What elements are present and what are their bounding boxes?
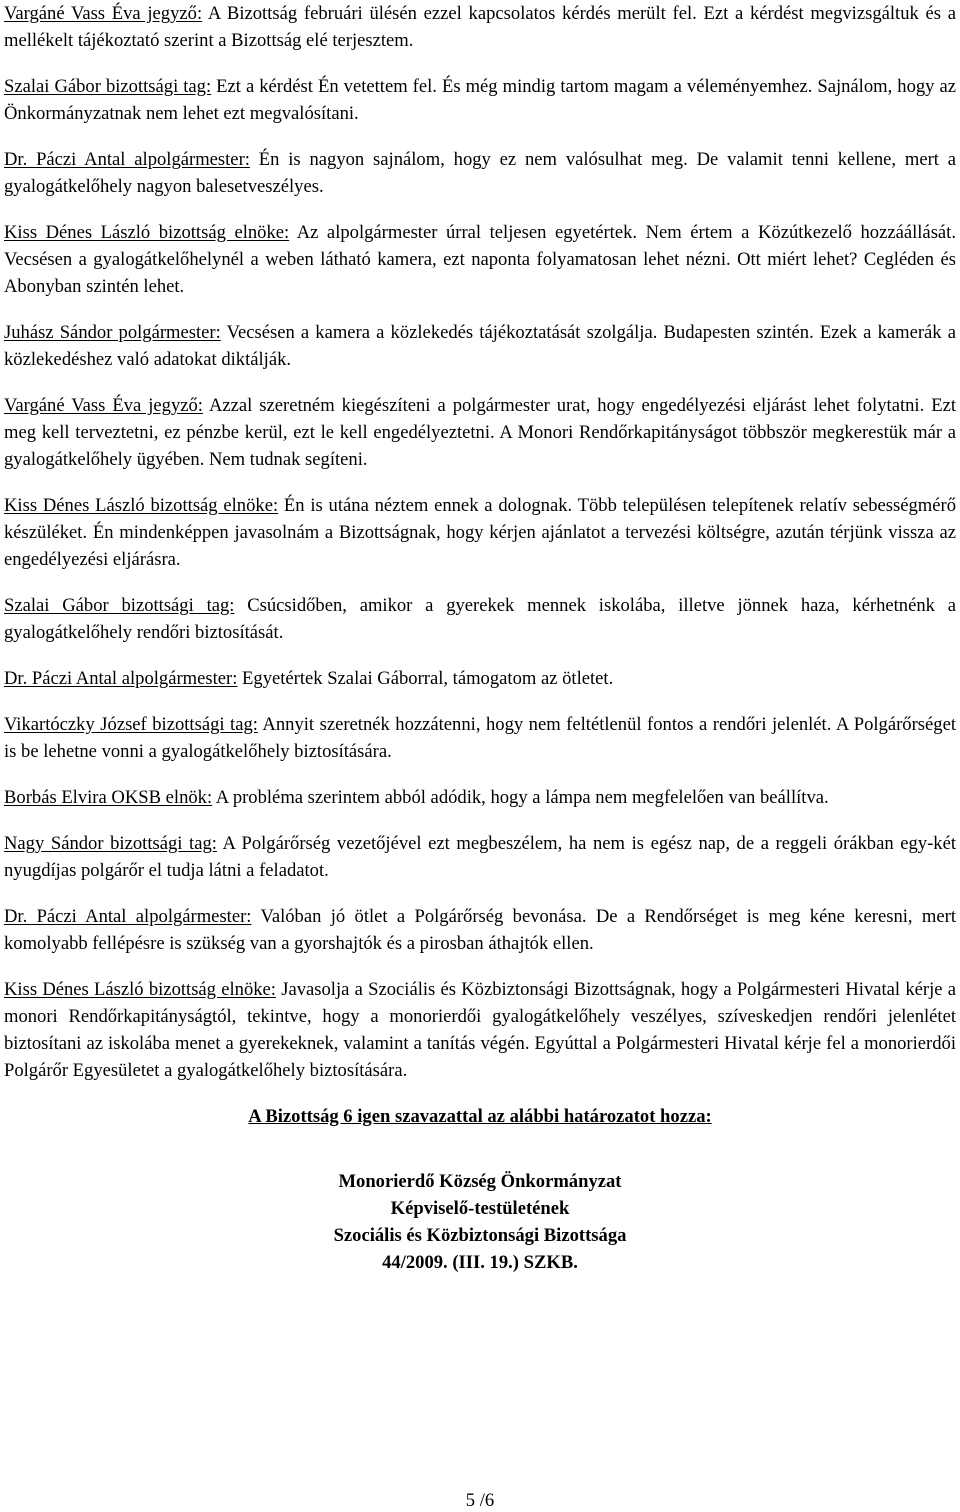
minutes-paragraph (4, 976, 956, 1084)
paragraph-text: Én is utána néztem ennek a dolognak. Több településen telepítenek relatív sebességmérő készüléket. Én mindenképpen javasolnám a Bizottságnak, hogy kérjen ajánlatot a tervezési költségre, azután térjünk vissza az engedélyezési eljárásra. (4, 495, 957, 570)
speaker-name: Dr. Páczi Antal alpolgármester: (4, 906, 252, 927)
minutes-paragraph (4, 592, 956, 646)
minutes-paragraph (4, 146, 956, 200)
paragraph-text: Egyetértek Szalai Gáborral, támogatom az ötletet. (237, 668, 614, 689)
speaker-name: Borbás Elvira OKSB elnök: (4, 787, 213, 808)
speaker-name: Dr. Páczi Antal alpolgármester: (4, 149, 250, 170)
paragraph-text: Én is nagyon sajnálom, hogy ez nem valósulhat meg. De valamit tenni kellene, mert a gyalogátkelőhely nagyon balesetveszélyes. (4, 149, 957, 197)
speaker-name: Szalai Gábor bizottsági tag: (4, 76, 212, 97)
paragraph-text: Annyit szeretnék hozzátenni, hogy nem feltétlenül fontos a rendőri jelenlét. A Polgárőrséget is be lehetne vonni a gyalogátkelőhely biztosítására. (4, 714, 956, 762)
speaker-name: Juhász Sándor polgármester: (4, 322, 221, 343)
paragraph-text: Csúcsidőben, amikor a gyerekek mennek iskolába, illetve jönnek haza, kérhetnénk a gyalogátkelőhely rendőri biztosítását. (4, 595, 956, 643)
speaker-name: Kiss Dénes László bizottság elnöke: (4, 495, 279, 516)
resolution-line: Monorierdő Község Önkormányzat (338, 1171, 622, 1192)
decision-heading: A Bizottság 6 igen szavazattal az alábbi határozatot hozza: (248, 1106, 712, 1127)
paragraph-text: Vecsésen a kamera a közlekedés tájékoztatását szolgálja. Budapesten szintén. Ezek a kamerák a közlekedéshez való adatokat diktálják. (4, 322, 956, 370)
minutes-body (4, 0, 956, 1084)
paragraph-text: Azzal szeretném kiegészíteni a polgármester urat, hogy engedélyezési eljárást lehet folytatni. Ezt meg kell terveztetni, ez pénzbe kerül, ezt le kell engedélyeztetni. A Monori Rendőrkapitányságot többször megkerestük már a gyalogátkelőhely ügyében. Nem tudnak segíteni. (4, 395, 956, 470)
resolution-line: 44/2009. (III. 19.) SZKB. (382, 1252, 578, 1273)
minutes-paragraph (4, 711, 956, 765)
page-number: 5 /6 (465, 1490, 495, 1511)
speaker-name: Vargáné Vass Éva jegyző: (4, 395, 203, 416)
minutes-paragraph (4, 219, 956, 300)
minutes-paragraph (4, 903, 956, 957)
speaker-name: Kiss Dénes László bizottság elnöke: (4, 222, 290, 243)
paragraph-text: Valóban jó ötlet a Polgárőrség bevonása. De a Rendőrséget is meg kéne keresni, mert komolyabb fellépésre is szükség van a gyorshajtók és a pirosban áthajtók ellen. (4, 906, 956, 954)
paragraph-text: A Bizottság februári ülésén ezzel kapcsolatos kérdés merült fel. Ezt a kérdést megvizsgáltuk és a mellékelt tájékoztató szerint a Bizottság elé terjesztem. (4, 3, 956, 51)
minutes-paragraph (4, 319, 956, 373)
minutes-paragraph (4, 784, 956, 811)
speaker-name: Nagy Sándor bizottsági tag: (4, 833, 217, 854)
minutes-paragraph (4, 492, 956, 573)
paragraph-text: Javasolja a Szociális és Közbiztonsági Bizottságnak, hogy a Polgármesteri Hivatal kérje a monori Rendőrkapitányságtól, tekintve, hogy a monorierdői gyalogátkelőhely veszélyes, szíveskedjen rendőri jelenlétet biztosítani az iskolába menet a gyerekeknek, valamint a tanítás végén. Egyúttal a Polgármesteri Hivatal kérje fel a monorierdői Polgárőr Egyesületet a gyalogátkelőhely biztosítására. (4, 979, 956, 1081)
minutes-paragraph (4, 0, 956, 54)
minutes-paragraph (4, 73, 956, 127)
minutes-paragraph (4, 392, 956, 473)
paragraph-text: A Polgárőrség vezetőjével ezt megbeszélem, ha nem is egész nap, de a reggeli órákban egy-két nyugdíjas polgárőr el tudja látni a feladatot. (4, 833, 956, 881)
paragraph-text: Az alpolgármester úrral teljesen egyetértek. Nem értem a Közútkezelő hozzáállását. Vecsésen a gyalogátkelőhelynél a weben látható kamera, ezt naponta folyamatosan lehet nézni. Ott miért lehet? Cegléden és Abonyban szintén lehet. (4, 222, 956, 297)
speaker-name: Vargáné Vass Éva jegyző: (4, 3, 203, 24)
paragraph-text: Ezt a kérdést Én vetettem fel. És még mindig tartom magam a véleményemhez. Sajnálom, hogy az Önkormányzatnak nem lehet ezt megvalósítani. (4, 76, 956, 124)
resolution-line: Szociális és Közbiztonsági Bizottsága (333, 1225, 627, 1246)
speaker-name: Kiss Dénes László bizottság elnöke: (4, 979, 276, 1000)
document-page (4, 0, 956, 1276)
resolution-line: Képviselő-testületének (390, 1198, 570, 1219)
speaker-name: Dr. Páczi Antal alpolgármester: (4, 668, 238, 689)
speaker-name: Szalai Gábor bizottsági tag: (4, 595, 235, 616)
minutes-paragraph (4, 830, 956, 884)
resolution-header (4, 1168, 956, 1276)
paragraph-text: A probléma szerintem abból adódik, hogy a lámpa nem megfelelően van beállítva. (212, 787, 829, 808)
minutes-paragraph (4, 665, 956, 692)
speaker-name: Vikartóczky József bizottsági tag: (4, 714, 258, 735)
